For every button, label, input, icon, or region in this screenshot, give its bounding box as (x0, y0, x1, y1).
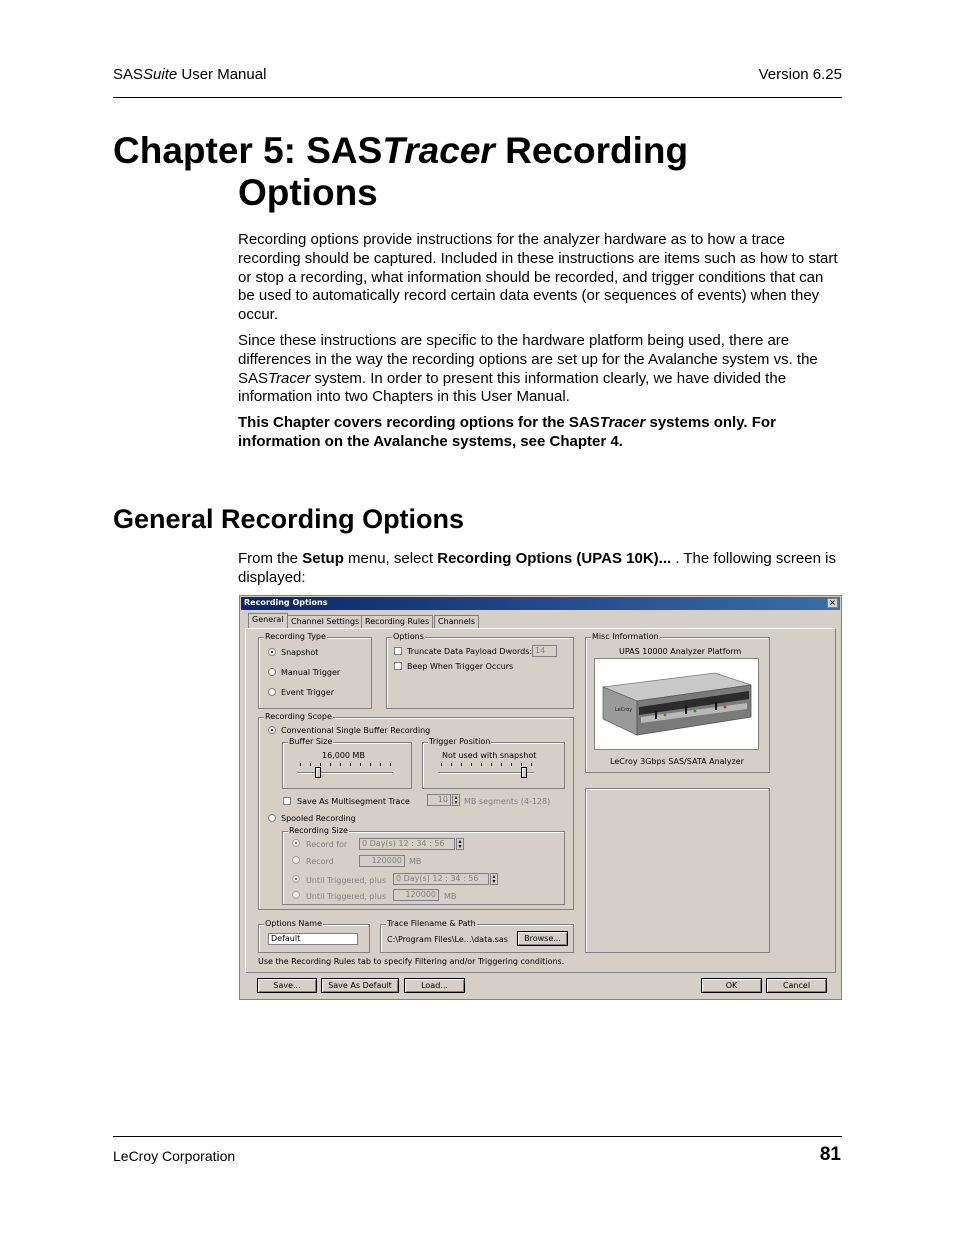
recording-rules-hint: Use the Recording Rules tab to specify Filtering and/or Triggering conditions. (258, 957, 565, 966)
spooled-recording-label: Spooled Recording (281, 814, 356, 823)
header-suffix: User Manual (177, 66, 267, 83)
tab-general[interactable]: General (248, 613, 288, 628)
intro-paragraph-1: Recording options provide instructions for the analyzer hardware as to how a trace recording should be captured. Included in these instructions are items such as how to start or stop a recording, what information should be recorded, and trigger conditions that can be used to automatically record certain data events (or sequences of events) when they occur. (238, 231, 838, 324)
record-for-duration-input[interactable]: 0 Day(s) 12 : 34 : 56 (359, 838, 455, 850)
event-trigger-label: Event Trigger (281, 688, 335, 697)
until-triggered-size-radio[interactable] (292, 891, 300, 899)
section-text-c: menu, select (343, 550, 438, 567)
trace-filename-title: Trace Filename & Path (387, 919, 476, 928)
buffer-size-track (297, 772, 393, 774)
chapter-title-suffix: Recording (494, 130, 689, 171)
info-panel (585, 788, 770, 953)
header-prefix: SAS (113, 66, 144, 83)
analyzer-device-icon (595, 659, 758, 749)
trigger-position-slider[interactable] (521, 767, 527, 778)
event-trigger-radio[interactable] (268, 688, 276, 696)
section-text-e: . The following screen is displayed: (238, 550, 836, 586)
intro-paragraph-2 (238, 332, 842, 407)
multisegment-checkbox[interactable] (283, 797, 291, 805)
record-for-radio[interactable] (292, 839, 300, 847)
manual-trigger-radio[interactable] (268, 668, 276, 676)
save-as-default-button[interactable]: Save As Default (321, 978, 399, 993)
record-size-unit: MB (409, 857, 422, 866)
save-button[interactable]: Save... (257, 978, 317, 993)
until-triggered-time-spinner[interactable]: ▴ ▾ (490, 873, 498, 885)
record-size-radio[interactable] (292, 856, 300, 864)
truncate-dwords-input[interactable]: 14 (532, 645, 557, 657)
p2-part-a: Since these instructions are specific to the hardware platform being used, there are differences in the way the recording options are set up for the Avalanche system vs. the SAS (238, 332, 818, 387)
record-size-label: Record (306, 857, 334, 866)
platform-name: UPAS 10000 Analyzer Platform (619, 647, 742, 656)
running-header-version: Version 6.25 (758, 66, 842, 83)
misc-information-title: Misc Information (592, 632, 659, 641)
snapshot-radio[interactable] (268, 648, 276, 656)
section-text-a: From the (238, 550, 303, 567)
until-triggered-time-input[interactable]: 0 Day(s) 12 : 34 : 56 (393, 873, 489, 885)
trigger-position-title: Trigger Position (429, 737, 491, 746)
p2-italic: Tracer (268, 369, 311, 387)
recording-options-dialog (239, 595, 842, 1000)
cancel-button[interactable]: Cancel (766, 978, 827, 993)
record-for-spinner[interactable]: ▴ ▾ (456, 838, 464, 850)
tab-channel-settings[interactable]: Channel Settings (287, 615, 363, 628)
chapter-title-prefix: Chapter 5: SAS (113, 130, 383, 171)
until-triggered-size-input[interactable]: 120000 (393, 889, 439, 901)
truncate-checkbox[interactable] (394, 647, 402, 655)
intro-paragraph-3 (238, 414, 842, 452)
multisegment-label: Save As Multisegment Trace (297, 797, 410, 806)
beep-label: Beep When Trigger Occurs (407, 662, 514, 671)
header-rule (113, 97, 842, 98)
tab-channels[interactable]: Channels (434, 615, 479, 628)
footer-company: LeCroy Corporation (113, 1148, 236, 1164)
options-name-input[interactable]: Default (268, 933, 358, 945)
tab-recording-rules[interactable]: Recording Rules (361, 615, 433, 628)
trigger-position-track (438, 772, 534, 774)
buffer-size-slider[interactable] (315, 767, 321, 778)
browse-button[interactable]: Browse... (517, 931, 568, 946)
header-italic: Suite (143, 66, 178, 83)
recording-scope-title: Recording Scope (265, 712, 332, 721)
p2-part-b: system. In order to present this information clearly, we have divided the information into two Chapters in this User Manual. (238, 369, 787, 406)
p3-italic: Tracer (599, 414, 646, 431)
beep-checkbox[interactable] (394, 662, 402, 670)
spooled-recording-radio[interactable] (268, 814, 276, 822)
close-icon[interactable]: × (827, 598, 838, 608)
recording-size-title: Recording Size (289, 826, 348, 835)
until-triggered-time-radio[interactable] (292, 875, 300, 883)
buffer-size-value: 16,000 MB (322, 751, 365, 760)
record-for-label: Record for (306, 840, 348, 849)
device-logo-text: LeCroy (615, 707, 633, 713)
recording-type-title: Recording Type (265, 632, 326, 641)
manual-trigger-label: Manual Trigger (281, 668, 341, 677)
record-size-input[interactable]: 120000 (359, 855, 405, 867)
section-paragraph (238, 550, 842, 588)
buffer-size-ticks (300, 763, 392, 766)
truncate-label: Truncate Data Payload Dwords: (407, 647, 533, 656)
section-text-setup: Setup (302, 550, 344, 567)
options-title: Options (393, 632, 424, 641)
chapter-title-line2: Options (238, 172, 378, 213)
running-header-left (113, 66, 266, 83)
multisegment-size-input[interactable]: 10 (427, 794, 451, 806)
p3-part-a: This Chapter covers recording options for the SAS (238, 414, 600, 431)
multisegment-suffix: MB segments (4-128) (464, 797, 551, 806)
snapshot-label: Snapshot (281, 648, 319, 657)
section-text-menu-item: Recording Options (UPAS 10K)... (437, 550, 672, 567)
ok-button[interactable]: OK (701, 978, 762, 993)
until-triggered-size-label: Until Triggered, plus (306, 892, 387, 901)
conventional-recording-label: Conventional Single Buffer Recording (281, 726, 431, 735)
trace-filename-path: C:\Program Files\Le...\data.sas (387, 935, 508, 944)
dialog-title: Recording Options (244, 598, 328, 607)
buffer-size-title: Buffer Size (289, 737, 333, 746)
trigger-position-value: Not used with snapshot (442, 751, 537, 760)
page-number: 81 (819, 1144, 841, 1165)
multisegment-spinner[interactable]: ▴ ▾ (452, 794, 460, 806)
analyzer-name: LeCroy 3Gbps SAS/SATA Analyzer (610, 757, 744, 766)
footer-rule (113, 1136, 842, 1137)
trigger-position-ticks (441, 763, 533, 766)
section-title: General Recording Options (113, 504, 465, 534)
load-button[interactable]: Load... (404, 978, 465, 993)
dialog-titlebar (241, 597, 840, 610)
chapter-title-italic: Tracer (382, 130, 495, 171)
until-triggered-time-label: Until Triggered, plus (306, 876, 387, 885)
until-triggered-size-unit: MB (444, 892, 457, 901)
analyzer-device-image (594, 658, 759, 750)
chapter-title (113, 130, 688, 172)
p3-part-b: systems only. For information on the Avalanche systems, see Chapter 4. (238, 414, 776, 450)
options-name-title: Options Name (265, 919, 323, 928)
conventional-recording-radio[interactable] (268, 726, 276, 734)
